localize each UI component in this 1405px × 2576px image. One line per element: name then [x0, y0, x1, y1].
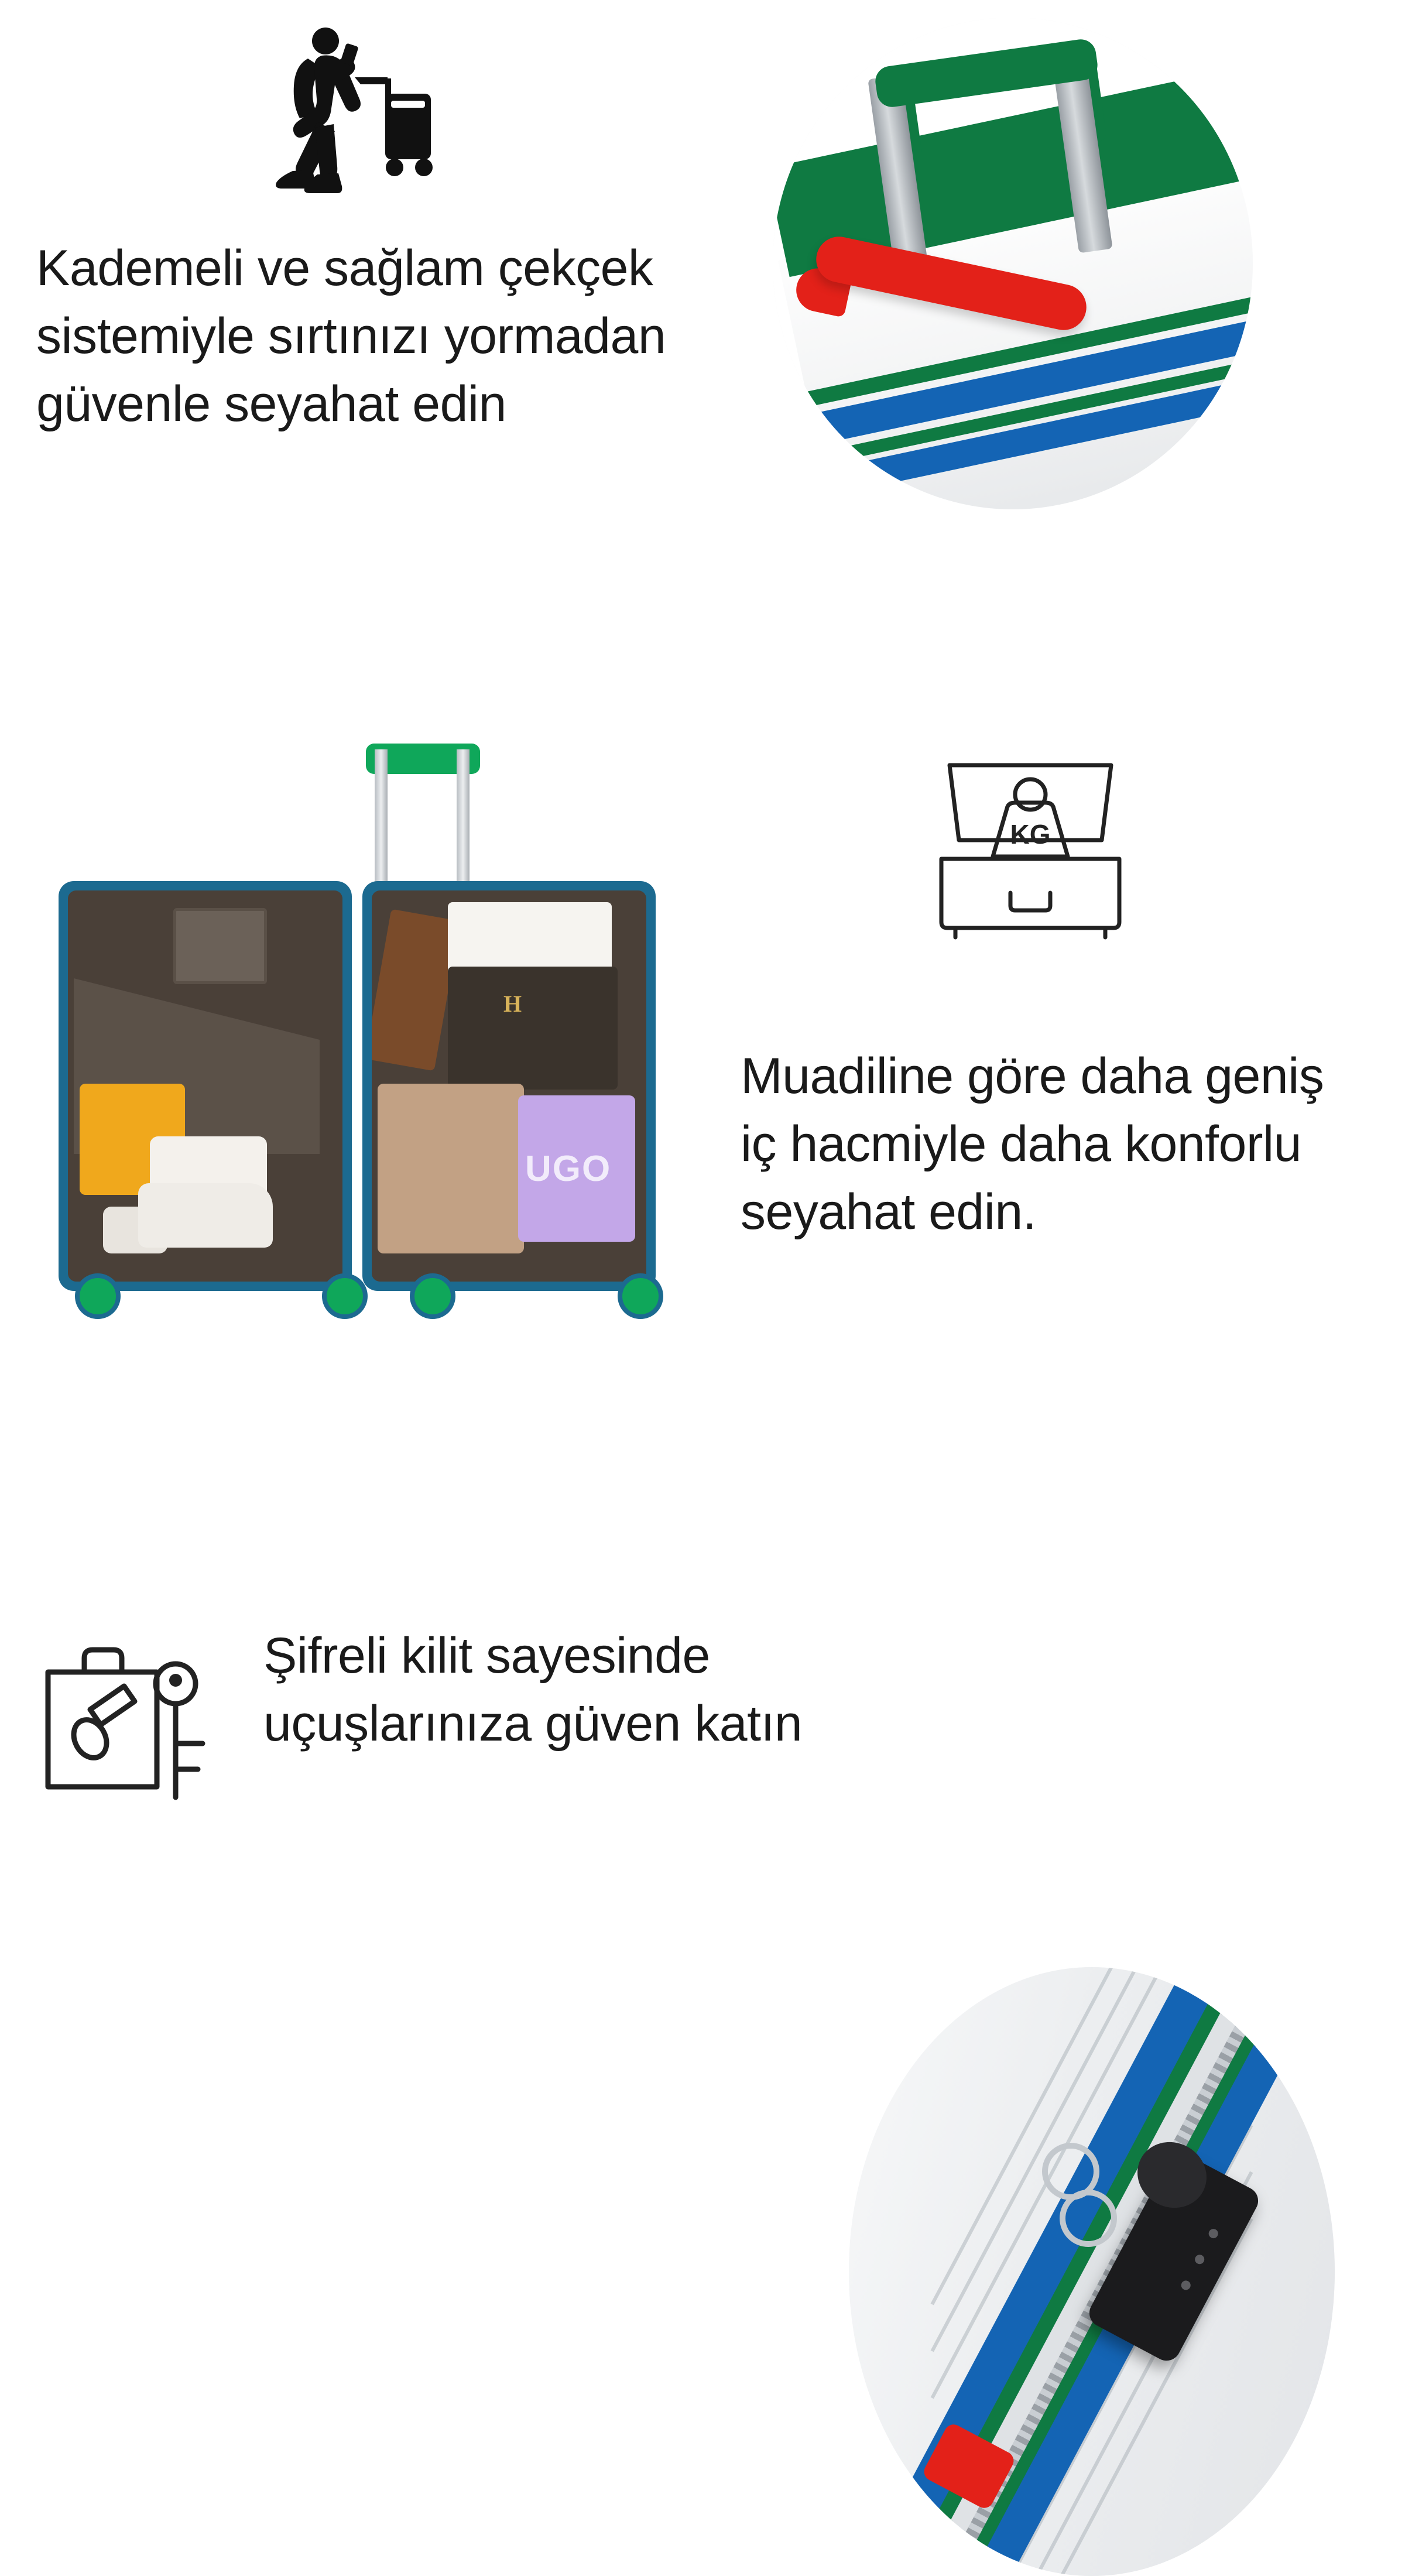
mesh-pocket: [173, 908, 267, 984]
suitcase-weight-kg-icon: [919, 752, 1142, 946]
handle-scene: [773, 18, 1253, 509]
suitcase-half-right: [362, 881, 656, 1291]
feature-text-lock: Şifreli kilit sayesinde uçuşlarınıza güven katın: [263, 1628, 803, 1752]
white-shoe-front: [138, 1183, 273, 1248]
suitcase-handle-post-left: [375, 749, 388, 896]
suitcase-wheel-1: [75, 1273, 121, 1319]
lock-scene: [849, 1967, 1335, 2576]
leather-belt: [372, 909, 461, 1071]
suitcase-wheel-4: [618, 1273, 663, 1319]
suitcase-lining-left: [68, 890, 342, 1282]
suitcase-half-left: [59, 881, 352, 1291]
suitcase-wheel-2: [322, 1273, 368, 1319]
beige-folded-garment: [378, 1084, 524, 1253]
feature-text-handle: Kademeli ve sağlam çekçek sistemiyle sırtınızı yormadan güvenle seyahat edin: [36, 240, 666, 433]
suitcase-illustration: [47, 744, 679, 1364]
suitcase-wheel-3: [410, 1273, 455, 1319]
combination-lock-photo: [849, 1967, 1335, 2576]
suitcase-lining-right: [372, 890, 646, 1282]
suitcase-body: [59, 881, 656, 1291]
suitcase-handle-post-right: [457, 749, 470, 896]
lock-dial-3: [1180, 2279, 1192, 2292]
garment-brand-text: UGO: [525, 1149, 612, 1189]
shirt-logo-icon: H: [503, 991, 522, 1017]
lock-dial-2: [1193, 2253, 1206, 2266]
dark-folded-shirt: [448, 967, 618, 1090]
telescopic-handle-photo: [773, 18, 1253, 509]
zipper-pull-ring-2: [1060, 2190, 1117, 2247]
lock-dial-1: [1207, 2227, 1220, 2240]
open-suitcase-packed-photo: [47, 744, 679, 1364]
feature-text-capacity: Muadiline göre daha geniş iç hacmiyle daha konforlu seyahat edin.: [741, 1048, 1324, 1241]
luggage-key-lock-icon: [36, 1622, 229, 1815]
kg-label: KG: [1010, 819, 1051, 849]
traveler-with-luggage-icon: [252, 23, 439, 217]
